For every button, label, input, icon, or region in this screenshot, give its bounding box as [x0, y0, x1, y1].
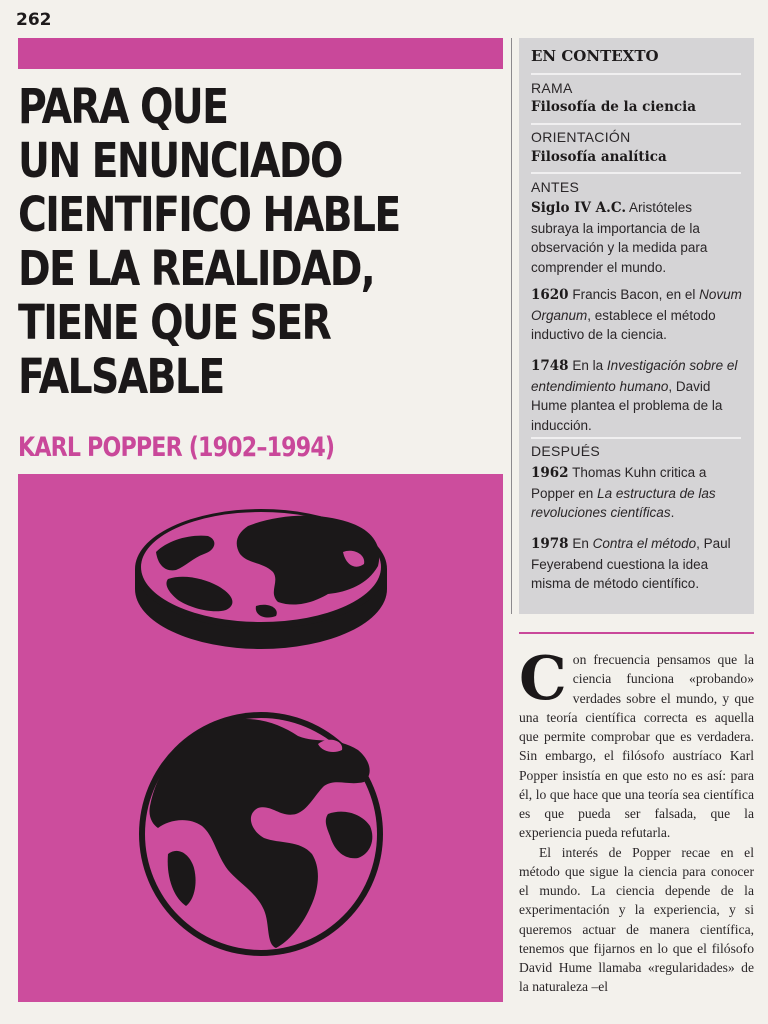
- divider: [531, 73, 741, 75]
- timeline-entry: [531, 463, 743, 523]
- title-line: DE LA REALIDAD,: [18, 241, 375, 297]
- entry-text: , establece el método inductivo de la ciencia.: [531, 307, 716, 342]
- divider: [531, 437, 741, 439]
- entry-work-title: La estructura de las revoluciones científicas: [531, 485, 716, 520]
- divider: [531, 172, 741, 174]
- entry-work-title: Contra el método: [592, 536, 697, 551]
- entry-year: 1978: [531, 536, 569, 552]
- antes-label: ANTES: [531, 179, 580, 195]
- timeline-entry: [531, 356, 743, 435]
- orientacion-value: Filosofía analítica: [531, 149, 667, 165]
- paragraph: [519, 644, 754, 843]
- orientacion-label: ORIENTACIÓN: [531, 129, 631, 145]
- entry-text: , Paul Feyerabend cuestiona la idea misma de método científico.: [531, 536, 731, 591]
- body-text: [519, 644, 754, 997]
- entry-year: 1620: [531, 287, 569, 303]
- globe-icon: [139, 712, 383, 956]
- dropcap: C: [519, 644, 567, 714]
- entry-text: En: [568, 536, 593, 551]
- body-text-rule: [519, 632, 754, 634]
- entry-work-title: Investigación sobre el entendimiento humano: [531, 358, 738, 394]
- title-line: TIENE QUE SER: [18, 295, 331, 351]
- title-line: FALSABLE: [18, 349, 224, 405]
- entry-text: Aristóteles subraya la importancia de la observación y la medida para comprender el mundo.: [531, 200, 708, 275]
- entry-work-title: Novum Organum: [531, 287, 742, 323]
- accent-bar: [18, 38, 503, 69]
- page-number: 262: [16, 10, 52, 30]
- entry-text: Thomas Kuhn critica a Popper en: [531, 465, 707, 501]
- timeline-entry: [531, 198, 743, 277]
- entry-year: 1962: [531, 465, 569, 481]
- title-line: UN ENUNCIADO: [18, 133, 342, 189]
- entry-text: En la: [568, 358, 607, 373]
- illustration-flat-and-round-earth: [18, 474, 503, 1002]
- entry-year: 1748: [531, 358, 569, 374]
- column-divider: [511, 38, 512, 614]
- paragraph-text: El interés de Popper recae en el método que sigue la ciencia para conocer el mundo. La ciencia depende de la experimentación y la experiencia, y si queremos actuar de manera científica, tenemos que fijarnos en lo que el filósofo David Hume llamaba «regularidades» de la naturaleza –el: [519, 844, 754, 995]
- entry-text: , David Hume plantea el problema de la inducción.: [531, 378, 723, 433]
- title-line: CIENTIFICO HABLE: [18, 187, 400, 243]
- flat-earth-disc-icon: [135, 509, 387, 649]
- rama-value: Filosofía de la ciencia: [531, 99, 696, 115]
- rama-label: RAMA: [531, 80, 573, 96]
- despues-label: DESPUÉS: [531, 443, 601, 459]
- entry-text: Francis Bacon, en el: [568, 287, 700, 302]
- entry-text: .: [670, 505, 675, 520]
- title-line: PARA QUE: [18, 79, 228, 135]
- timeline-entry: [531, 285, 743, 345]
- page-title: [18, 80, 510, 404]
- context-sidebar: [519, 38, 754, 614]
- entry-year: Siglo IV A.C.: [531, 200, 627, 216]
- paragraph: [519, 843, 754, 997]
- paragraph-text: on frecuencia pensamos que la ciencia funciona «probando» verdades sobre el mundo, y que una teoría científica correcta es aquella que permite comprobar que es verdadera. Sin embargo, el filósofo austríaco Karl Popper insistía en que esto no es así: para él, lo que hace que una teoría sea científica es que pueda ser falsada, que la experiencia pueda refutarla.: [519, 652, 754, 841]
- author-byline: KARL POPPER (1902–1994): [18, 432, 335, 463]
- sidebar-heading: EN CONTEXTO: [531, 47, 659, 65]
- timeline-entry: [531, 534, 743, 594]
- divider: [531, 123, 741, 125]
